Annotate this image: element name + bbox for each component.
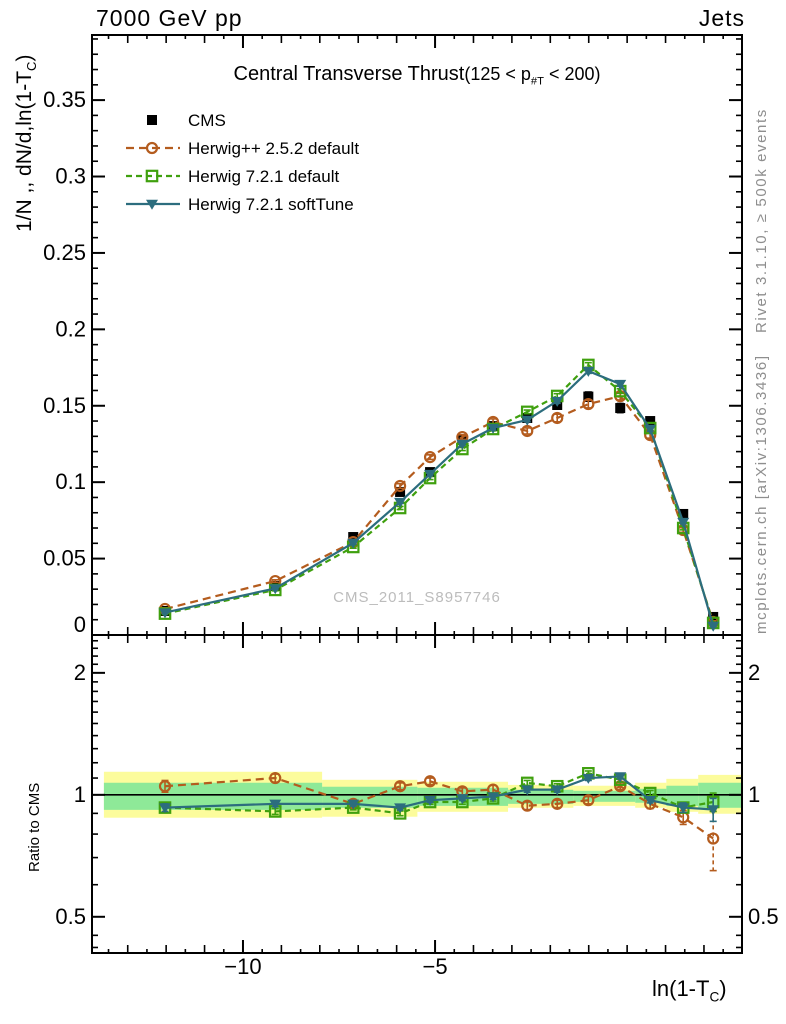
- process-label: Jets: [698, 5, 745, 31]
- svg-text:0.25: 0.25: [43, 239, 86, 265]
- series-main-0: [160, 392, 718, 622]
- plot-title-cut: $(125 < p_{\#T} < 200)$: [464, 64, 601, 88]
- rivet-version-text: Rivet 3.1.10, ≥ 500k events: [753, 108, 770, 333]
- svg-text:−5: −5: [422, 954, 448, 979]
- legend-marker-0: [147, 115, 157, 125]
- y-axis-title: 1/N ,, $dN/d,\ln(1-T_C)$: [13, 54, 40, 232]
- ratio-axis-title: Ratio to CMS: [26, 782, 43, 872]
- svg-text:1: 1: [73, 781, 86, 807]
- svg-text:−10: −10: [224, 954, 262, 979]
- legend: [126, 111, 359, 214]
- beam-label: 7000 GeV pp: [96, 5, 243, 31]
- svg-text:0.05: 0.05: [43, 545, 86, 571]
- svg-text:1: 1: [748, 781, 761, 807]
- y-axis-labels-main: [43, 87, 86, 637]
- mcplots-credit-text: mcplots.cern.ch [arXiv:1306.3436]: [753, 354, 770, 634]
- series-main-2: [160, 360, 719, 628]
- svg-text:2: 2: [748, 659, 761, 685]
- x-axis-title: $\ln(1-T_C)$: [652, 976, 727, 1005]
- x-axis-labels: [224, 954, 447, 979]
- svg-text:0.2: 0.2: [55, 316, 86, 342]
- legend-label-3: Herwig 7.2.1 softTune: [188, 195, 354, 214]
- svg-text:0.15: 0.15: [43, 392, 86, 418]
- svg-text:2: 2: [73, 659, 86, 685]
- svg-text:0.1: 0.1: [55, 469, 86, 495]
- plot-title: [92, 63, 742, 88]
- legend-label-2: Herwig 7.2.1 default: [188, 167, 340, 186]
- svg-text:0: 0: [73, 612, 86, 637]
- svg-text:0.3: 0.3: [55, 163, 86, 189]
- legend-label-0: CMS: [188, 111, 226, 130]
- svg-text:0.35: 0.35: [43, 87, 86, 113]
- plot-title-main: Central Transverse Thrust: [233, 63, 465, 85]
- svg-text:0.5: 0.5: [55, 903, 86, 929]
- svg-text:0.5: 0.5: [748, 903, 779, 929]
- legend-label-1: Herwig++ 2.5.2 default: [188, 139, 360, 158]
- analysis-watermark: CMS_2011_S8957746: [333, 589, 501, 606]
